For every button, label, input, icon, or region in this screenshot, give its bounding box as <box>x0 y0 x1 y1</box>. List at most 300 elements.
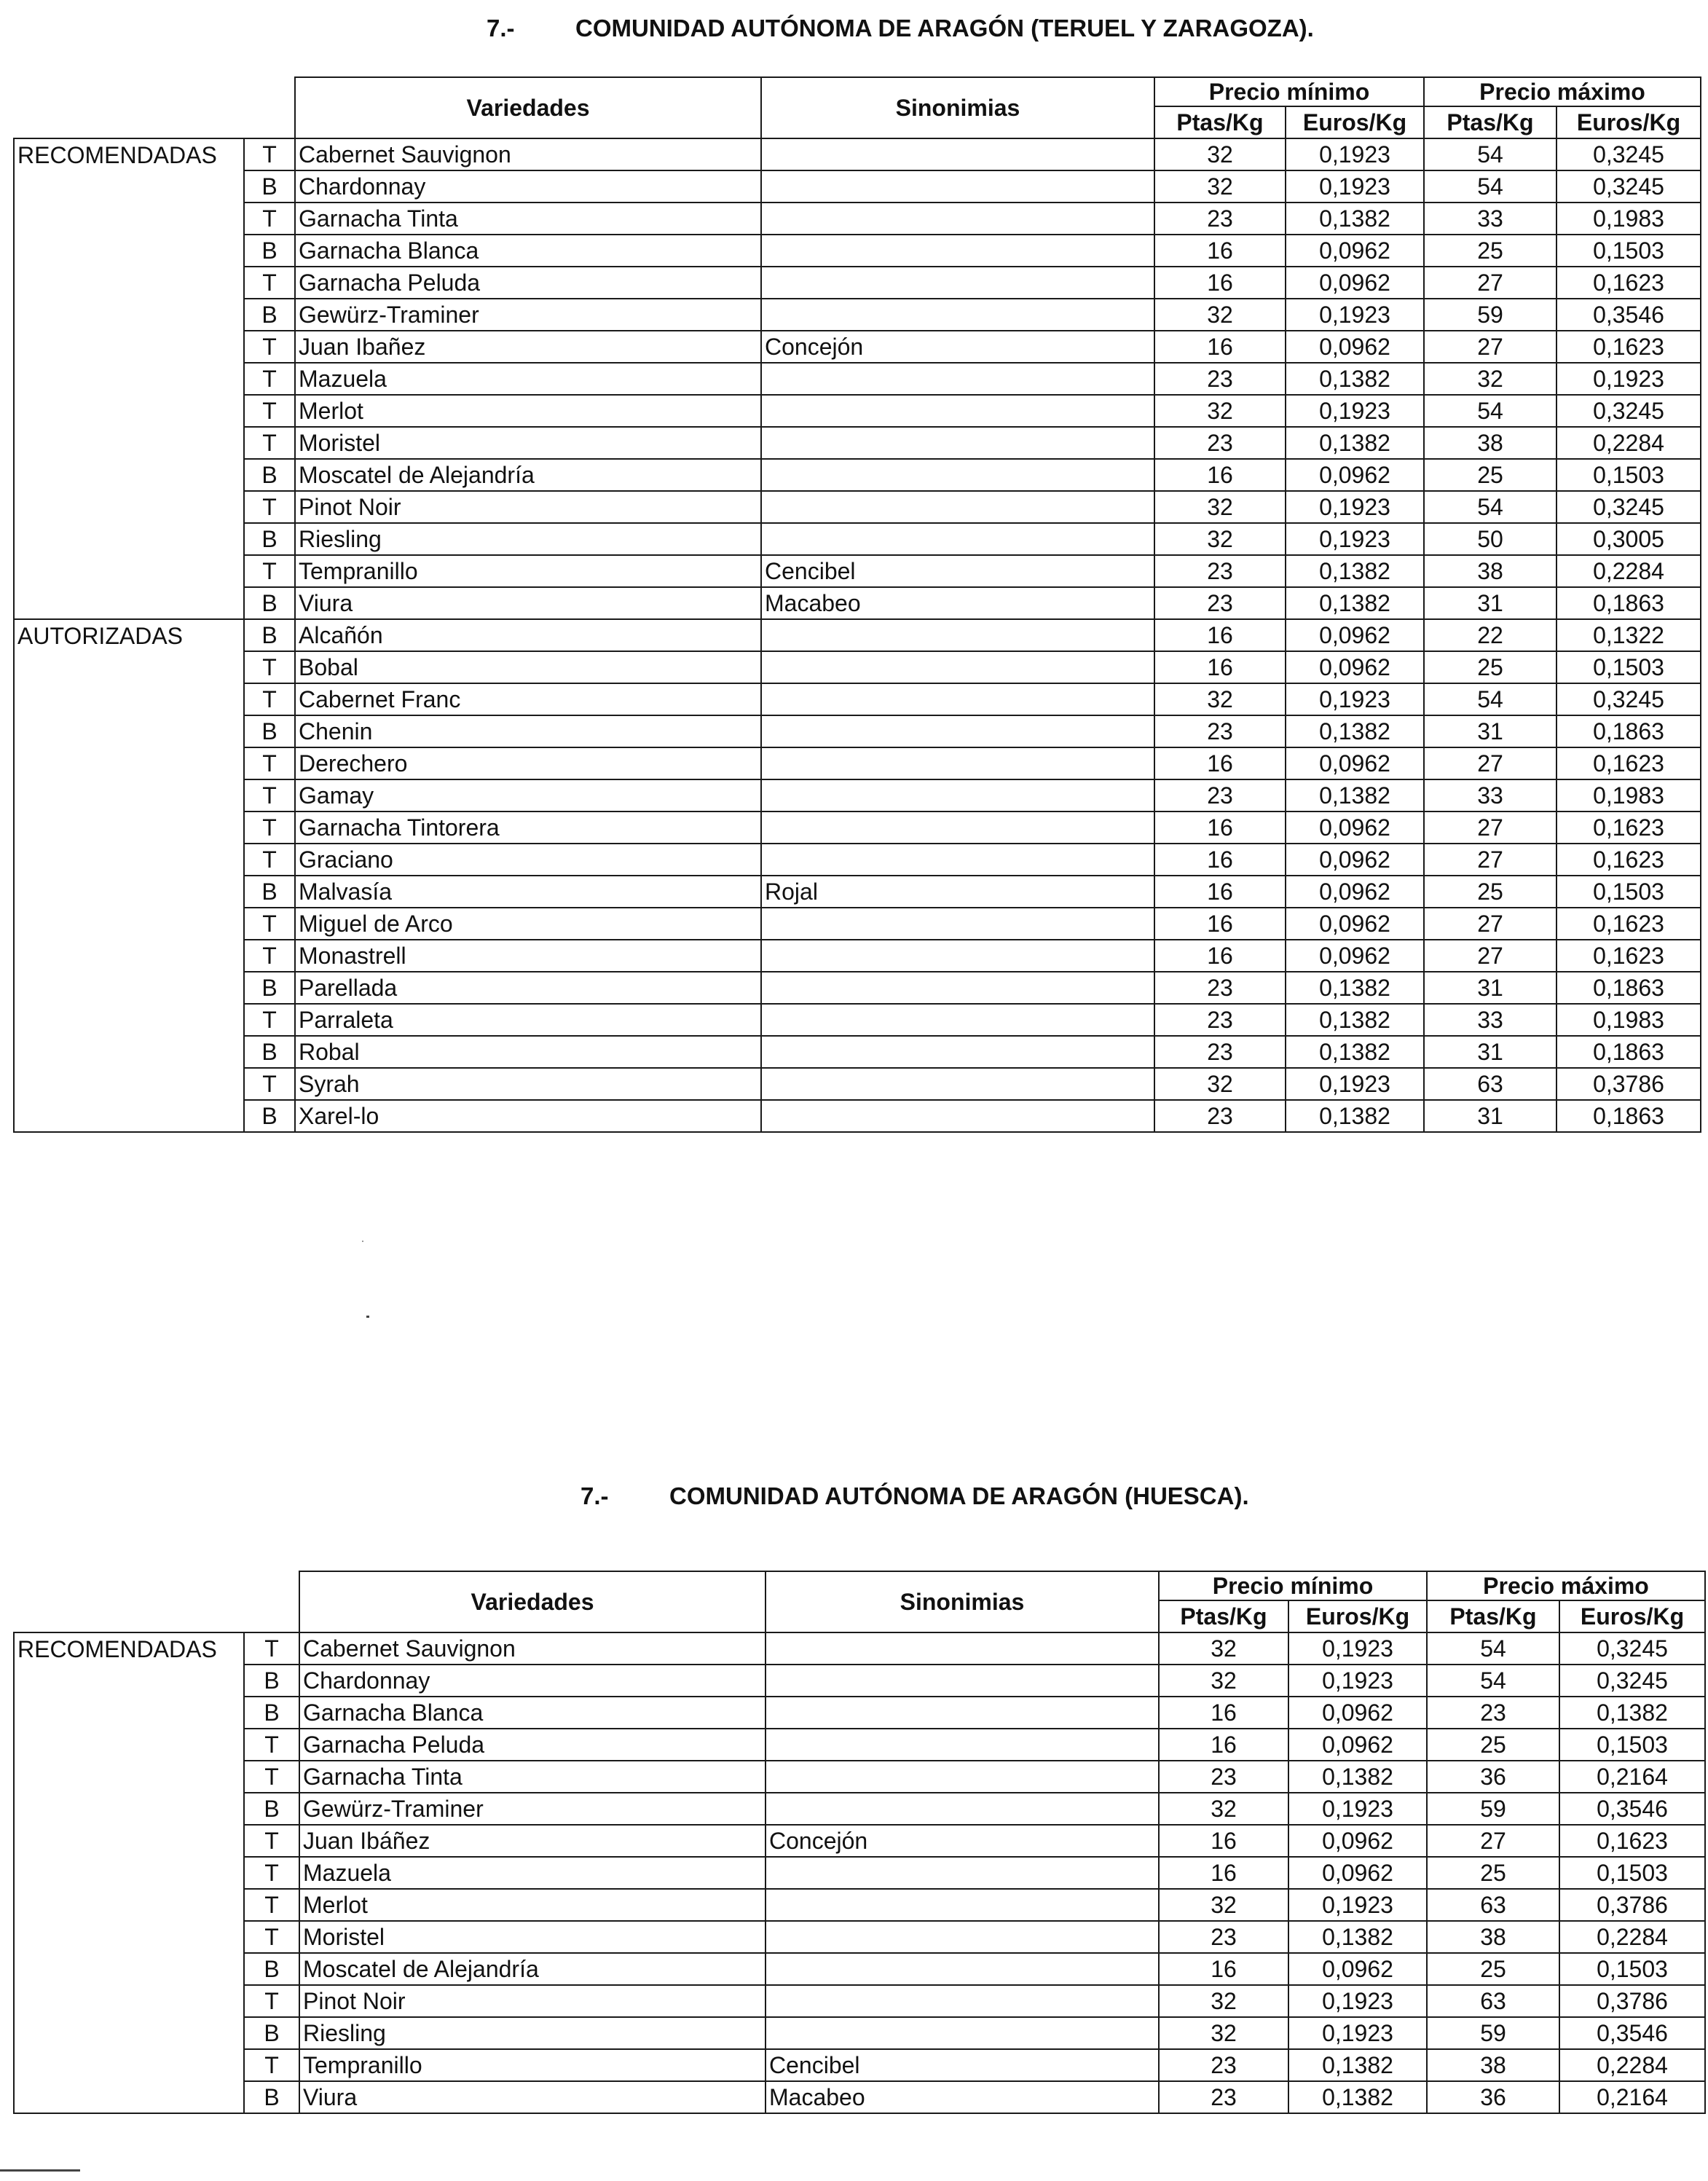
euros-max-cell: 0,2284 <box>1557 555 1701 587</box>
variety-name-cell: Chardonnay <box>295 170 761 203</box>
ptas-min-cell: 23 <box>1154 972 1286 1004</box>
euros-max-cell: 0,1623 <box>1557 812 1701 844</box>
scan-mark <box>0 2169 80 2172</box>
synonym-cell <box>761 459 1154 491</box>
section-heading: COMUNIDAD AUTÓNOMA DE ARAGÓN (TERUEL Y ZARAGOZA). <box>575 15 1314 42</box>
variety-name-cell: Merlot <box>295 395 761 427</box>
ptas-min-cell: 16 <box>1154 235 1286 267</box>
synonym-cell: Concejón <box>761 331 1154 363</box>
color-code-cell: T <box>244 683 295 715</box>
table-row <box>14 459 1701 491</box>
table-row <box>14 1921 1705 1953</box>
variety-name-cell: Xarel-lo <box>295 1100 761 1132</box>
euros-min-cell: 0,1382 <box>1288 2081 1427 2113</box>
category-cell <box>14 844 244 876</box>
euros-min-cell: 0,1382 <box>1286 555 1424 587</box>
synonym-cell <box>761 363 1154 395</box>
euros-min-cell: 0,1382 <box>1288 1761 1427 1793</box>
color-code-cell: T <box>244 1825 299 1857</box>
euros-min-cell: 0,1923 <box>1286 683 1424 715</box>
euros-max-cell: 0,3245 <box>1557 491 1701 523</box>
synonym-cell <box>761 1068 1154 1100</box>
table-row <box>14 363 1701 395</box>
category-cell <box>14 587 244 619</box>
color-code-cell: B <box>244 1665 299 1697</box>
table-row <box>14 1100 1701 1132</box>
synonym-cell <box>761 395 1154 427</box>
ptas-max-cell: 31 <box>1424 1036 1557 1068</box>
ptas-min-cell: 23 <box>1154 1100 1286 1132</box>
euros-min-cell: 0,0962 <box>1286 459 1424 491</box>
header-ptas-min: Ptas/Kg <box>1154 106 1286 138</box>
ptas-min-cell: 23 <box>1159 2081 1288 2113</box>
synonym-cell <box>761 1004 1154 1036</box>
color-code-cell: B <box>244 1100 295 1132</box>
category-cell <box>14 2081 244 2113</box>
header-sinonimias: Sinonimias <box>761 77 1154 138</box>
euros-max-cell: 0,1863 <box>1557 715 1701 747</box>
color-code-cell: B <box>244 1036 295 1068</box>
color-code-cell: B <box>244 876 295 908</box>
variety-name-cell: Garnacha Blanca <box>299 1697 766 1729</box>
category-cell <box>14 491 244 523</box>
category-cell <box>14 523 244 555</box>
color-code-cell: T <box>244 267 295 299</box>
ptas-min-cell: 16 <box>1154 908 1286 940</box>
euros-min-cell: 0,0962 <box>1288 1857 1427 1889</box>
euros-max-cell: 0,1382 <box>1559 1697 1705 1729</box>
table-row <box>14 1953 1705 1985</box>
ptas-max-cell: 31 <box>1424 1100 1557 1132</box>
variety-name-cell: Parraleta <box>295 1004 761 1036</box>
euros-max-cell: 0,2284 <box>1559 2049 1705 2081</box>
section-number: 7.- <box>581 1482 609 1509</box>
euros-max-cell: 0,1623 <box>1557 747 1701 779</box>
euros-max-cell: 0,3786 <box>1559 1889 1705 1921</box>
euros-max-cell: 0,3546 <box>1559 2017 1705 2049</box>
category-cell <box>14 1004 244 1036</box>
table-row <box>14 587 1701 619</box>
euros-max-cell: 0,2164 <box>1559 1761 1705 1793</box>
table-row <box>14 2081 1705 2113</box>
color-code-cell: B <box>244 299 295 331</box>
ptas-max-cell: 25 <box>1427 1857 1559 1889</box>
table-row <box>14 1889 1705 1921</box>
ptas-min-cell: 16 <box>1154 619 1286 651</box>
euros-max-cell: 0,3245 <box>1559 1632 1705 1665</box>
variety-name-cell: Gamay <box>295 779 761 812</box>
euros-min-cell: 0,0962 <box>1288 1697 1427 1729</box>
ptas-max-cell: 38 <box>1424 555 1557 587</box>
table-row <box>14 619 1701 651</box>
ptas-min-cell: 16 <box>1154 459 1286 491</box>
scan-speck <box>362 1241 363 1242</box>
euros-min-cell: 0,0962 <box>1286 812 1424 844</box>
category-cell <box>14 1729 244 1761</box>
ptas-max-cell: 27 <box>1424 940 1557 972</box>
table-row <box>14 715 1701 747</box>
color-code-cell: T <box>244 555 295 587</box>
category-cell <box>14 427 244 459</box>
variety-name-cell: Juan Ibañez <box>295 331 761 363</box>
variety-name-cell: Mazuela <box>295 363 761 395</box>
euros-min-cell: 0,1923 <box>1286 523 1424 555</box>
ptas-max-cell: 33 <box>1424 779 1557 812</box>
table-row <box>14 491 1701 523</box>
color-code-cell: B <box>244 1697 299 1729</box>
color-code-cell: T <box>244 138 295 170</box>
category-cell <box>14 940 244 972</box>
category-cell <box>14 1889 244 1921</box>
ptas-min-cell: 32 <box>1159 1665 1288 1697</box>
ptas-min-cell: 32 <box>1159 1632 1288 1665</box>
euros-min-cell: 0,1382 <box>1286 1036 1424 1068</box>
euros-min-cell: 0,1382 <box>1286 427 1424 459</box>
table-row <box>14 203 1701 235</box>
header-ptas-max: Ptas/Kg <box>1424 106 1557 138</box>
color-code-cell: T <box>244 940 295 972</box>
color-code-cell: T <box>244 1761 299 1793</box>
ptas-max-cell: 31 <box>1424 715 1557 747</box>
ptas-min-cell: 23 <box>1154 555 1286 587</box>
color-code-cell: T <box>244 491 295 523</box>
euros-max-cell: 0,2284 <box>1559 1921 1705 1953</box>
euros-max-cell: 0,2284 <box>1557 427 1701 459</box>
table-row <box>14 1729 1705 1761</box>
table-row <box>14 427 1701 459</box>
ptas-max-cell: 54 <box>1424 491 1557 523</box>
variety-name-cell: Garnacha Peluda <box>299 1729 766 1761</box>
synonym-cell <box>766 1889 1159 1921</box>
category-cell <box>14 1761 244 1793</box>
ptas-min-cell: 32 <box>1159 2017 1288 2049</box>
ptas-max-cell: 31 <box>1424 972 1557 1004</box>
section-title-teruel-zaragoza <box>487 15 1314 42</box>
synonym-cell: Macabeo <box>761 587 1154 619</box>
synonym-cell <box>766 1632 1159 1665</box>
variety-name-cell: Garnacha Tintorera <box>295 812 761 844</box>
table-row <box>14 523 1701 555</box>
color-code-cell: B <box>244 2081 299 2113</box>
variety-name-cell: Merlot <box>299 1889 766 1921</box>
ptas-max-cell: 38 <box>1424 427 1557 459</box>
synonym-cell <box>766 2017 1159 2049</box>
category-cell: RECOMENDADAS <box>14 1632 244 1665</box>
category-cell <box>14 972 244 1004</box>
color-code-cell: T <box>244 1889 299 1921</box>
category-cell <box>14 876 244 908</box>
synonym-cell <box>761 427 1154 459</box>
synonym-cell <box>761 940 1154 972</box>
header-precio-minimo: Precio mínimo <box>1159 1571 1427 1600</box>
euros-min-cell: 0,1923 <box>1286 299 1424 331</box>
ptas-max-cell: 22 <box>1424 619 1557 651</box>
ptas-min-cell: 23 <box>1154 203 1286 235</box>
euros-max-cell: 0,1623 <box>1557 267 1701 299</box>
euros-max-cell: 0,3005 <box>1557 523 1701 555</box>
euros-min-cell: 0,1923 <box>1288 1632 1427 1665</box>
euros-min-cell: 0,1923 <box>1286 395 1424 427</box>
ptas-min-cell: 32 <box>1154 138 1286 170</box>
variety-name-cell: Derechero <box>295 747 761 779</box>
euros-min-cell: 0,1382 <box>1286 363 1424 395</box>
euros-min-cell: 0,1382 <box>1286 1004 1424 1036</box>
ptas-max-cell: 25 <box>1427 1729 1559 1761</box>
color-code-cell: T <box>244 1068 295 1100</box>
variety-name-cell: Viura <box>299 2081 766 2113</box>
color-code-cell: T <box>244 363 295 395</box>
variety-name-cell: Moristel <box>295 427 761 459</box>
euros-max-cell: 0,1503 <box>1557 459 1701 491</box>
synonym-cell <box>761 812 1154 844</box>
synonym-cell <box>761 170 1154 203</box>
euros-max-cell: 0,1923 <box>1557 363 1701 395</box>
color-code-cell: B <box>244 972 295 1004</box>
table-row <box>14 1825 1705 1857</box>
synonym-cell <box>761 651 1154 683</box>
ptas-max-cell: 63 <box>1427 1985 1559 2017</box>
synonym-cell <box>766 1697 1159 1729</box>
category-cell <box>14 1857 244 1889</box>
table-row <box>14 2049 1705 2081</box>
category-cell <box>14 747 244 779</box>
color-code-cell: T <box>244 747 295 779</box>
euros-min-cell: 0,1382 <box>1286 203 1424 235</box>
table-row <box>14 1632 1705 1665</box>
ptas-min-cell: 23 <box>1154 715 1286 747</box>
category-cell <box>14 1921 244 1953</box>
category-cell <box>14 267 244 299</box>
ptas-max-cell: 27 <box>1424 908 1557 940</box>
euros-max-cell: 0,1503 <box>1559 1729 1705 1761</box>
variety-name-cell: Tempranillo <box>295 555 761 587</box>
ptas-max-cell: 54 <box>1427 1632 1559 1665</box>
ptas-max-cell: 25 <box>1424 876 1557 908</box>
table-row <box>14 138 1701 170</box>
header-ptas-min: Ptas/Kg <box>1159 1600 1288 1632</box>
category-cell <box>14 2049 244 2081</box>
euros-min-cell: 0,1382 <box>1286 779 1424 812</box>
synonym-cell <box>766 1921 1159 1953</box>
variety-name-cell: Syrah <box>295 1068 761 1100</box>
euros-min-cell: 0,1382 <box>1286 715 1424 747</box>
table-row <box>14 1004 1701 1036</box>
ptas-max-cell: 54 <box>1427 1665 1559 1697</box>
synonym-cell <box>761 972 1154 1004</box>
table-row <box>14 812 1701 844</box>
category-cell: RECOMENDADAS <box>14 138 244 170</box>
color-code-cell: T <box>244 1921 299 1953</box>
euros-min-cell: 0,0962 <box>1286 844 1424 876</box>
table-row <box>14 683 1701 715</box>
category-cell <box>14 395 244 427</box>
euros-max-cell: 0,3245 <box>1557 395 1701 427</box>
euros-max-cell: 0,1863 <box>1557 1036 1701 1068</box>
synonym-cell <box>761 747 1154 779</box>
ptas-max-cell: 33 <box>1424 203 1557 235</box>
color-code-cell: B <box>244 1793 299 1825</box>
synonym-cell <box>761 491 1154 523</box>
euros-min-cell: 0,1923 <box>1288 1793 1427 1825</box>
euros-max-cell: 0,3245 <box>1557 170 1701 203</box>
variety-name-cell: Garnacha Tinta <box>299 1761 766 1793</box>
variety-name-cell: Monastrell <box>295 940 761 972</box>
ptas-min-cell: 16 <box>1154 844 1286 876</box>
synonym-cell: Macabeo <box>766 2081 1159 2113</box>
euros-max-cell: 0,1983 <box>1557 203 1701 235</box>
variety-name-cell: Riesling <box>299 2017 766 2049</box>
color-code-cell: B <box>244 235 295 267</box>
variety-name-cell: Cabernet Franc <box>295 683 761 715</box>
table-row <box>14 1068 1701 1100</box>
ptas-max-cell: 23 <box>1427 1697 1559 1729</box>
synonym-cell <box>761 619 1154 651</box>
synonym-cell <box>761 683 1154 715</box>
synonym-cell <box>761 138 1154 170</box>
category-cell <box>14 1100 244 1132</box>
synonym-cell <box>766 1793 1159 1825</box>
synonym-cell <box>761 908 1154 940</box>
ptas-max-cell: 27 <box>1424 267 1557 299</box>
table-row <box>14 908 1701 940</box>
euros-min-cell: 0,0962 <box>1288 1729 1427 1761</box>
euros-max-cell: 0,1503 <box>1559 1953 1705 1985</box>
variety-name-cell: Gewürz-Traminer <box>295 299 761 331</box>
ptas-min-cell: 32 <box>1154 395 1286 427</box>
euros-min-cell: 0,1382 <box>1288 2049 1427 2081</box>
euros-max-cell: 0,1623 <box>1557 940 1701 972</box>
synonym-cell <box>761 715 1154 747</box>
table-row <box>14 170 1701 203</box>
euros-max-cell: 0,3245 <box>1557 683 1701 715</box>
color-code-cell: B <box>244 523 295 555</box>
synonym-cell <box>766 1985 1159 2017</box>
variety-name-cell: Malvasía <box>295 876 761 908</box>
variety-name-cell: Garnacha Peluda <box>295 267 761 299</box>
price-table-huesca <box>13 1571 1706 2114</box>
ptas-min-cell: 32 <box>1159 1793 1288 1825</box>
variety-name-cell: Juan Ibáñez <box>299 1825 766 1857</box>
category-cell <box>14 299 244 331</box>
section-title-huesca <box>581 1482 1249 1510</box>
table-row <box>14 1857 1705 1889</box>
euros-max-cell: 0,1322 <box>1557 619 1701 651</box>
table-row <box>14 395 1701 427</box>
ptas-min-cell: 16 <box>1154 651 1286 683</box>
category-cell <box>14 1697 244 1729</box>
header-sinonimias: Sinonimias <box>766 1571 1159 1632</box>
variety-name-cell: Riesling <box>295 523 761 555</box>
color-code-cell: T <box>244 908 295 940</box>
table-row <box>14 1985 1705 2017</box>
euros-min-cell: 0,0962 <box>1286 235 1424 267</box>
ptas-max-cell: 31 <box>1424 587 1557 619</box>
ptas-max-cell: 63 <box>1427 1889 1559 1921</box>
variety-name-cell: Moristel <box>299 1921 766 1953</box>
variety-name-cell: Robal <box>295 1036 761 1068</box>
color-code-cell: T <box>244 779 295 812</box>
ptas-min-cell: 23 <box>1159 2049 1288 2081</box>
ptas-min-cell: 16 <box>1159 1857 1288 1889</box>
synonym-cell <box>761 235 1154 267</box>
ptas-min-cell: 32 <box>1154 491 1286 523</box>
category-cell <box>14 459 244 491</box>
synonym-cell <box>761 203 1154 235</box>
color-code-cell: T <box>244 651 295 683</box>
ptas-min-cell: 16 <box>1154 267 1286 299</box>
color-code-cell: B <box>244 459 295 491</box>
synonym-cell: Cencibel <box>761 555 1154 587</box>
euros-min-cell: 0,1382 <box>1286 972 1424 1004</box>
ptas-max-cell: 38 <box>1427 2049 1559 2081</box>
category-cell <box>14 2017 244 2049</box>
euros-min-cell: 0,0962 <box>1286 619 1424 651</box>
color-code-cell: T <box>244 1857 299 1889</box>
euros-min-cell: 0,0962 <box>1286 876 1424 908</box>
color-code-cell: T <box>244 2049 299 2081</box>
category-cell <box>14 235 244 267</box>
euros-min-cell: 0,0962 <box>1286 651 1424 683</box>
euros-max-cell: 0,1623 <box>1557 908 1701 940</box>
color-code-cell: T <box>244 427 295 459</box>
category-cell <box>14 555 244 587</box>
table-row <box>14 1761 1705 1793</box>
header-euros-max: Euros/Kg <box>1557 106 1701 138</box>
header-ptas-max: Ptas/Kg <box>1427 1600 1559 1632</box>
variety-name-cell: Chenin <box>295 715 761 747</box>
variety-name-cell: Miguel de Arco <box>295 908 761 940</box>
euros-min-cell: 0,1382 <box>1286 587 1424 619</box>
category-cell <box>14 1985 244 2017</box>
color-code-cell: B <box>244 2017 299 2049</box>
category-cell <box>14 1793 244 1825</box>
synonym-cell <box>766 1729 1159 1761</box>
header-euros-max: Euros/Kg <box>1559 1600 1705 1632</box>
ptas-max-cell: 25 <box>1427 1953 1559 1985</box>
table-row <box>14 1665 1705 1697</box>
ptas-min-cell: 16 <box>1154 331 1286 363</box>
ptas-min-cell: 23 <box>1159 1761 1288 1793</box>
ptas-min-cell: 32 <box>1159 1889 1288 1921</box>
ptas-min-cell: 16 <box>1154 747 1286 779</box>
color-code-cell: T <box>244 331 295 363</box>
synonym-cell <box>761 299 1154 331</box>
category-cell <box>14 812 244 844</box>
variety-name-cell: Garnacha Tinta <box>295 203 761 235</box>
euros-min-cell: 0,1382 <box>1286 1100 1424 1132</box>
ptas-min-cell: 32 <box>1154 1068 1286 1100</box>
variety-name-cell: Parellada <box>295 972 761 1004</box>
ptas-min-cell: 16 <box>1154 812 1286 844</box>
category-cell <box>14 363 244 395</box>
euros-min-cell: 0,1923 <box>1286 1068 1424 1100</box>
header-precio-maximo: Precio máximo <box>1427 1571 1705 1600</box>
table-row <box>14 267 1701 299</box>
ptas-max-cell: 25 <box>1424 651 1557 683</box>
table-row <box>14 940 1701 972</box>
section-number: 7.- <box>487 15 515 42</box>
ptas-max-cell: 54 <box>1424 138 1557 170</box>
euros-min-cell: 0,1923 <box>1288 1985 1427 2017</box>
euros-min-cell: 0,1923 <box>1286 138 1424 170</box>
euros-min-cell: 0,0962 <box>1286 940 1424 972</box>
ptas-max-cell: 59 <box>1424 299 1557 331</box>
ptas-max-cell: 27 <box>1427 1825 1559 1857</box>
table-row <box>14 235 1701 267</box>
color-code-cell: B <box>244 170 295 203</box>
ptas-min-cell: 32 <box>1154 170 1286 203</box>
section-heading: COMUNIDAD AUTÓNOMA DE ARAGÓN (HUESCA). <box>669 1482 1249 1509</box>
